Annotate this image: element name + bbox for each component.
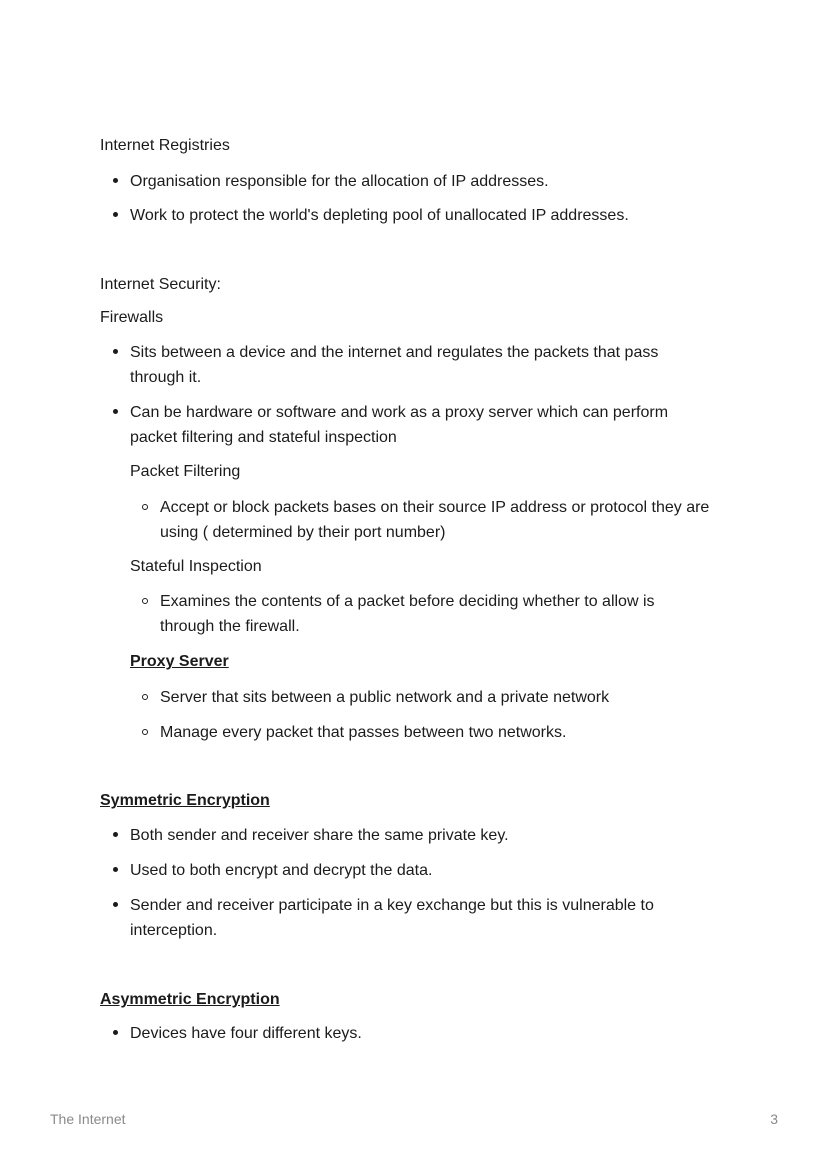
list-item-text: Sits between a device and the internet and regulates the packets that pass through it. <box>130 344 659 386</box>
list-item-text: Examines the contents of a packet before deciding whether to allow is through the firewall. <box>160 593 655 635</box>
bullet-dot-icon <box>108 858 122 883</box>
bullet-circle-icon <box>138 720 152 745</box>
bullet-circle-icon <box>138 495 152 520</box>
bullet-dot-icon <box>108 169 122 194</box>
list-item-text: Both sender and receiver share the same private key. <box>130 827 509 844</box>
footer-title: The Internet <box>50 1111 126 1127</box>
subheading-stateful-inspection: Stateful Inspection <box>130 558 262 575</box>
list-item <box>130 823 720 848</box>
list-item <box>130 893 700 943</box>
list-item-text: Manage every packet that passes between two networks. <box>160 724 567 741</box>
list-item <box>160 720 720 745</box>
section-heading-symmetric-encryption: Symmetric Encryption <box>100 792 270 809</box>
list-item-text: Server that sits between a public network and a private network <box>160 689 610 706</box>
bullet-dot-icon <box>108 203 122 228</box>
bullet-dot-icon <box>108 823 122 848</box>
subheading-packet-filtering: Packet Filtering <box>130 463 241 480</box>
bullet-dot-icon <box>108 893 122 918</box>
section-heading-internet-registries: Internet Registries <box>100 137 230 154</box>
list-item <box>160 495 720 545</box>
section-heading-internet-security: Internet Security: <box>100 276 221 293</box>
subheading-proxy-server: Proxy Server <box>130 653 229 670</box>
list-item <box>130 1021 720 1046</box>
section-heading-asymmetric-encryption: Asymmetric Encryption <box>100 991 280 1008</box>
bullet-circle-icon <box>138 589 152 614</box>
list-item-text: Devices have four different keys. <box>130 1025 362 1042</box>
list-item <box>160 685 720 710</box>
bullet-dot-icon <box>108 400 122 425</box>
list-item <box>130 858 720 883</box>
list-item-text: Used to both encrypt and decrypt the data. <box>130 862 433 879</box>
list-item <box>130 203 720 228</box>
bullet-dot-icon <box>108 1021 122 1046</box>
list-item-text: Accept or block packets bases on their source IP address or protocol they are using ( determined by their port number) <box>160 499 710 541</box>
footer-page-number: 3 <box>770 1111 778 1127</box>
list-item-text: Organisation responsible for the allocation of IP addresses. <box>130 173 549 190</box>
list-item-text: Sender and receiver participate in a key exchange but this is vulnerable to interception. <box>130 897 654 939</box>
subheading-firewalls: Firewalls <box>100 309 164 326</box>
list-item-text: Can be hardware or software and work as a proxy server which can perform packet filtering and stateful inspection <box>130 404 669 446</box>
bullet-circle-icon <box>138 685 152 710</box>
list-item-text: Work to protect the world's depleting pool of unallocated IP addresses. <box>130 207 629 224</box>
bullet-dot-icon <box>108 340 122 365</box>
list-item <box>130 400 710 450</box>
list-item <box>130 169 720 194</box>
list-item <box>130 340 700 390</box>
list-item <box>160 589 700 639</box>
